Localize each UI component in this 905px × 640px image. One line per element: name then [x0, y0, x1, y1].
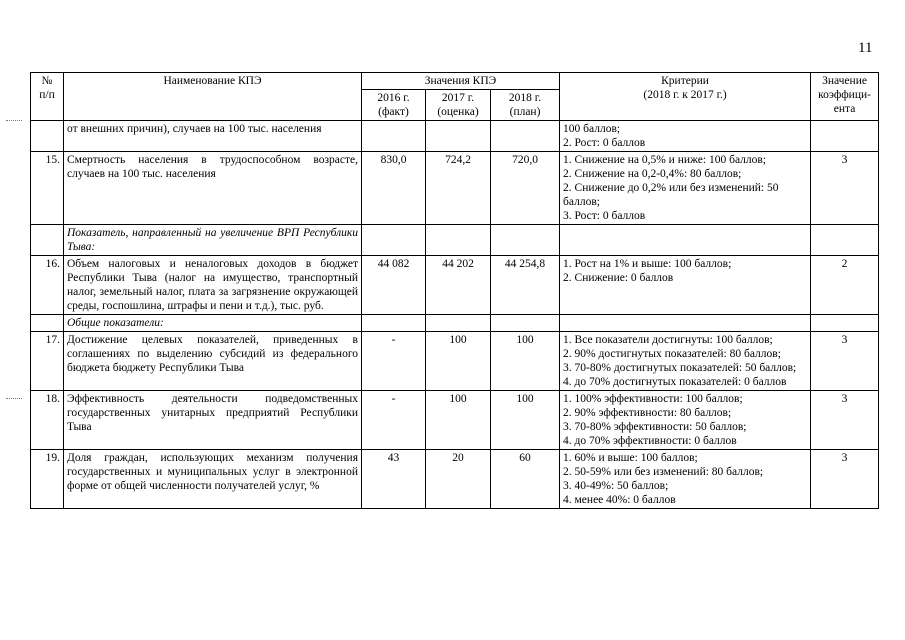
cell-2016: 830,0 [362, 152, 426, 225]
header-num: № п/п [31, 73, 64, 121]
cell-2018: 60 [491, 450, 560, 509]
cell-2018: 100 [491, 391, 560, 450]
header-2016: 2016 г. (факт) [362, 90, 426, 121]
section-row-vrp [31, 225, 879, 256]
cell-coefficient: 3 [811, 391, 879, 450]
cell-num: 15. [31, 152, 64, 225]
table-row-continuation [31, 121, 879, 152]
table-row-17 [31, 332, 879, 391]
header-criteria: Критерии (2018 г. к 2017 г.) [560, 73, 811, 121]
cell-2016: 44 082 [362, 256, 426, 315]
cell-criteria: 1. Все показатели достигнуты: 100 баллов; 2. 90% достигнутых показателей: 80 баллов; 3. 70-80% достигнутых показателей: 50 баллов; 4. до 70% достигнутых показателей: 0 баллов [560, 332, 811, 391]
cell-criteria: 1. 100% эффективности: 100 баллов; 2. 90% эффективности: 80 баллов; 3. 70-80% эффективности: 50 баллов; 4. до 70% эффективности: 0 баллов [560, 391, 811, 450]
cell-coefficient: 3 [811, 332, 879, 391]
section-row-general [31, 315, 879, 332]
cell-2016: 43 [362, 450, 426, 509]
header-row [31, 73, 879, 90]
table-row-18 [31, 391, 879, 450]
cell-coefficient: 2 [811, 256, 879, 315]
kpe-table [30, 72, 879, 509]
cell-2017: 100 [426, 391, 491, 450]
cell-name: Смертность населения в трудоспособном возрасте, случаев на 100 тыс. населения [64, 152, 362, 225]
cell-name: Объем налоговых и неналоговых доходов в бюджет Республики Тыва (налог на имущество, транспортный налог, земельный налог, плата за загрязнение окружающей среды, госпошлина, штрафы и пени и т.д.), тыс. руб. [64, 256, 362, 315]
cell-num: 17. [31, 332, 64, 391]
cell-num: 19. [31, 450, 64, 509]
table-row-15 [31, 152, 879, 225]
cell-criteria: 100 баллов; 2. Рост: 0 баллов [560, 121, 811, 152]
cell-2017: 724,2 [426, 152, 491, 225]
cell-name: Эффективность деятельности подведомственных государственных унитарных предприятий Республики Тыва [64, 391, 362, 450]
cell-num: 18. [31, 391, 64, 450]
cell-criteria: 1. 60% и выше: 100 баллов; 2. 50-59% или без изменений: 80 баллов; 3. 40-49%: 50 баллов; 4. менее 40%: 0 баллов [560, 450, 811, 509]
cell-num: 16. [31, 256, 64, 315]
cell-2016: - [362, 391, 426, 450]
cell-name: Доля граждан, использующих механизм получения государственных и муниципальных услуг в электронной форме от общей численности получателей услуг, % [64, 450, 362, 509]
cell-name: Достижение целевых показателей, приведенных в соглашениях по выделению субсидий из федерального бюджета бюджету Республики Тыва [64, 332, 362, 391]
cell-2018: 720,0 [491, 152, 560, 225]
header-name: Наименование КПЭ [64, 73, 362, 121]
cell-2017: 20 [426, 450, 491, 509]
margin-mark [6, 120, 22, 122]
margin-mark [6, 398, 22, 400]
cell-criteria: 1. Рост на 1% и выше: 100 баллов; 2. Снижение: 0 баллов [560, 256, 811, 315]
page-number: 11 [858, 40, 873, 56]
cell-2017: 44 202 [426, 256, 491, 315]
section-title: Показатель, направленный на увеличение ВРП Республики Тыва: [64, 225, 362, 256]
cell-name: от внешних причин), случаев на 100 тыс. населения [64, 121, 362, 152]
cell-2016: - [362, 332, 426, 391]
cell-2017: 100 [426, 332, 491, 391]
cell-2018: 44 254,8 [491, 256, 560, 315]
header-values-group: Значения КПЭ [362, 73, 560, 90]
header-coefficient: Значение коэффици- ента [811, 73, 879, 121]
cell-coefficient: 3 [811, 152, 879, 225]
cell-criteria: 1. Снижение на 0,5% и ниже: 100 баллов; 2. Снижение на 0,2-0,4%: 80 баллов; 2. Снижение до 0,2% или без изменений: 50 баллов; 3. Рост: 0 баллов [560, 152, 811, 225]
table-row-16 [31, 256, 879, 315]
table-row-19 [31, 450, 879, 509]
cell-coefficient: 3 [811, 450, 879, 509]
header-2018: 2018 г. (план) [491, 90, 560, 121]
section-title: Общие показатели: [64, 315, 362, 332]
cell-2018: 100 [491, 332, 560, 391]
header-2017: 2017 г. (оценка) [426, 90, 491, 121]
